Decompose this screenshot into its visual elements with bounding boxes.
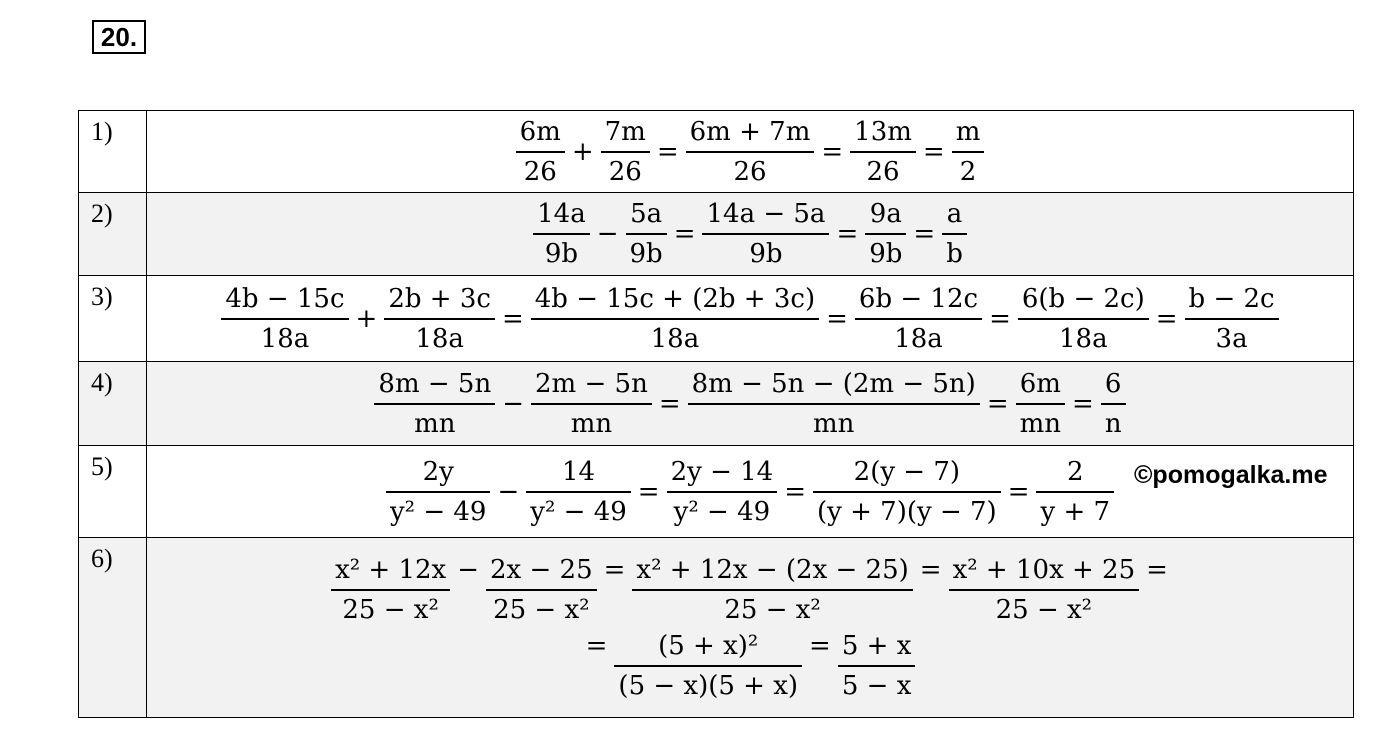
numerator: 8m − 5n − (2m − 5n) [691, 368, 976, 399]
table-row [79, 538, 1354, 718]
denominator: 9b [626, 233, 667, 269]
equation-line [218, 284, 1281, 354]
denominator: mn [688, 403, 980, 439]
denominator: b [942, 233, 967, 269]
numerator: 2m − 5n [535, 368, 648, 399]
operator: − [596, 219, 619, 249]
denominator: 26 [516, 151, 565, 187]
operator: = [836, 219, 859, 249]
fraction [526, 457, 631, 527]
table-row [79, 362, 1354, 446]
denominator: mn [374, 403, 495, 439]
fraction [486, 555, 597, 625]
fraction [702, 199, 829, 269]
row-label: 1) [79, 111, 147, 193]
operator: − [497, 476, 520, 507]
denominator: 5 − x [838, 665, 916, 701]
numerator: a [946, 199, 963, 229]
fraction [516, 117, 565, 187]
equation-cell [147, 362, 1354, 446]
operator: + [571, 136, 594, 167]
denominator: (5 − x)(5 + x) [614, 665, 802, 701]
operator: = [919, 554, 942, 585]
denominator: 9b [702, 233, 829, 269]
denominator: 25 − x² [632, 589, 912, 625]
denominator: 25 − x² [949, 589, 1140, 625]
fraction [813, 457, 1001, 527]
fraction [626, 199, 667, 269]
row-label: 5) [79, 446, 147, 538]
denominator: 26 [850, 151, 916, 187]
fraction [949, 555, 1140, 625]
numerator: 14 [561, 456, 596, 487]
operator: = [1155, 303, 1178, 334]
numerator: 14a − 5a [706, 199, 826, 229]
numerator: 4b − 15c [225, 283, 345, 314]
equation-line [147, 555, 1353, 625]
fraction [850, 117, 916, 187]
numerator: x² + 10x + 25 [952, 554, 1136, 585]
denominator: y² − 49 [386, 491, 491, 527]
operator: = [656, 136, 679, 167]
denominator: 26 [601, 151, 650, 187]
numerator: 2(y − 7) [853, 456, 961, 487]
fraction [667, 457, 778, 527]
numerator: b − 2c [1188, 283, 1275, 314]
numerator: 2 [1066, 456, 1084, 487]
denominator: mn [1016, 403, 1065, 439]
equation-cell [147, 193, 1354, 276]
denominator: 18a [221, 318, 348, 354]
table-row [79, 446, 1354, 538]
operator: + [355, 303, 378, 334]
numerator: (5 + x)² [658, 630, 759, 661]
numerator: 4b − 15c + (2b + 3c) [534, 283, 816, 314]
fraction [632, 555, 912, 625]
operator: = [1146, 554, 1168, 585]
table-row [79, 276, 1354, 362]
numerator: 2b + 3c [388, 283, 491, 314]
equation-cell [147, 538, 1354, 718]
solutions-table [78, 110, 1354, 718]
denominator: 9b [533, 233, 590, 269]
numerator: 2x − 25 [490, 554, 593, 585]
operator: = [585, 630, 608, 661]
fraction [601, 117, 650, 187]
fraction [855, 284, 982, 354]
operator: = [501, 303, 524, 334]
numerator: 13m [854, 116, 912, 147]
numerator: 8m − 5n [378, 368, 492, 399]
fraction [686, 117, 815, 187]
operator: = [658, 388, 681, 419]
fraction [386, 457, 491, 527]
fraction [331, 555, 450, 625]
denominator: mn [531, 403, 652, 439]
equation-line [383, 457, 1117, 527]
equation-line [530, 199, 970, 269]
operator: = [826, 303, 848, 334]
numerator: 6m [1019, 368, 1061, 399]
fraction [1185, 284, 1279, 354]
numerator: 6 [1104, 368, 1122, 399]
denominator: 18a [1018, 318, 1149, 354]
operator: = [1007, 476, 1030, 507]
row-label: 3) [79, 276, 147, 362]
numerator: 6m + 7m [689, 116, 811, 147]
fraction [1016, 369, 1065, 439]
denominator: y² − 49 [667, 491, 778, 527]
table-row [79, 111, 1354, 193]
operator: = [1072, 388, 1094, 419]
fraction [1036, 457, 1114, 527]
row-label: 2) [79, 193, 147, 276]
fraction [384, 284, 495, 354]
fraction [221, 284, 348, 354]
fraction [533, 199, 590, 269]
numerator: m [955, 116, 981, 147]
fraction [1018, 284, 1149, 354]
denominator: 25 − x² [486, 589, 597, 625]
fraction [865, 199, 906, 269]
denominator: n [1101, 403, 1126, 439]
operator: = [673, 219, 696, 249]
numerator: 14a [537, 199, 586, 229]
operator: − [502, 388, 525, 419]
denominator: 3a [1185, 318, 1279, 354]
denominator: 26 [686, 151, 815, 187]
equation-line [147, 631, 1353, 701]
row-label: 4) [79, 362, 147, 446]
operator: = [809, 630, 831, 661]
denominator: 18a [855, 318, 982, 354]
denominator: y² − 49 [526, 491, 631, 527]
fraction [952, 117, 985, 187]
equation-cell [147, 111, 1354, 193]
numerator: 5a [630, 199, 663, 229]
fraction [1101, 369, 1126, 439]
numerator: 9a [869, 199, 902, 229]
equation-line [371, 369, 1128, 439]
denominator: 25 − x² [331, 589, 450, 625]
table-row [79, 193, 1354, 276]
equation-line [513, 117, 988, 187]
operator: = [603, 554, 626, 585]
numerator: 5 + x [841, 630, 912, 661]
problem-number: 20. [92, 20, 146, 54]
operator: = [913, 219, 936, 249]
fraction [531, 369, 652, 439]
fraction [688, 369, 980, 439]
operator: = [637, 476, 660, 507]
denominator: 18a [531, 318, 819, 354]
row-label: 6) [79, 538, 147, 718]
fraction [838, 631, 916, 701]
denominator: y + 7 [1036, 491, 1114, 527]
operator: = [821, 136, 844, 167]
fraction [614, 631, 802, 701]
equation-cell [147, 276, 1354, 362]
operator: = [922, 136, 945, 167]
operator: = [784, 476, 807, 507]
fraction [942, 199, 967, 269]
numerator: x² + 12x [335, 554, 447, 585]
numerator: 2y − 14 [670, 456, 774, 487]
watermark: ©pomogalka.me [1134, 461, 1328, 489]
numerator: 6(b − 2c) [1021, 283, 1145, 314]
equation-cell [147, 446, 1354, 538]
denominator: 2 [952, 151, 985, 187]
operator: = [989, 303, 1011, 334]
denominator: (y + 7)(y − 7) [813, 491, 1001, 527]
numerator: 6m [519, 116, 561, 147]
fraction [374, 369, 495, 439]
operator: − [457, 554, 480, 585]
denominator: 18a [384, 318, 495, 354]
numerator: x² + 12x − (2x − 25) [636, 554, 909, 585]
denominator: 9b [865, 233, 906, 269]
operator: = [986, 388, 1009, 419]
numerator: 7m [604, 116, 646, 147]
numerator: 2y [422, 456, 454, 487]
numerator: 6b − 12c [858, 283, 979, 314]
fraction [531, 284, 819, 354]
